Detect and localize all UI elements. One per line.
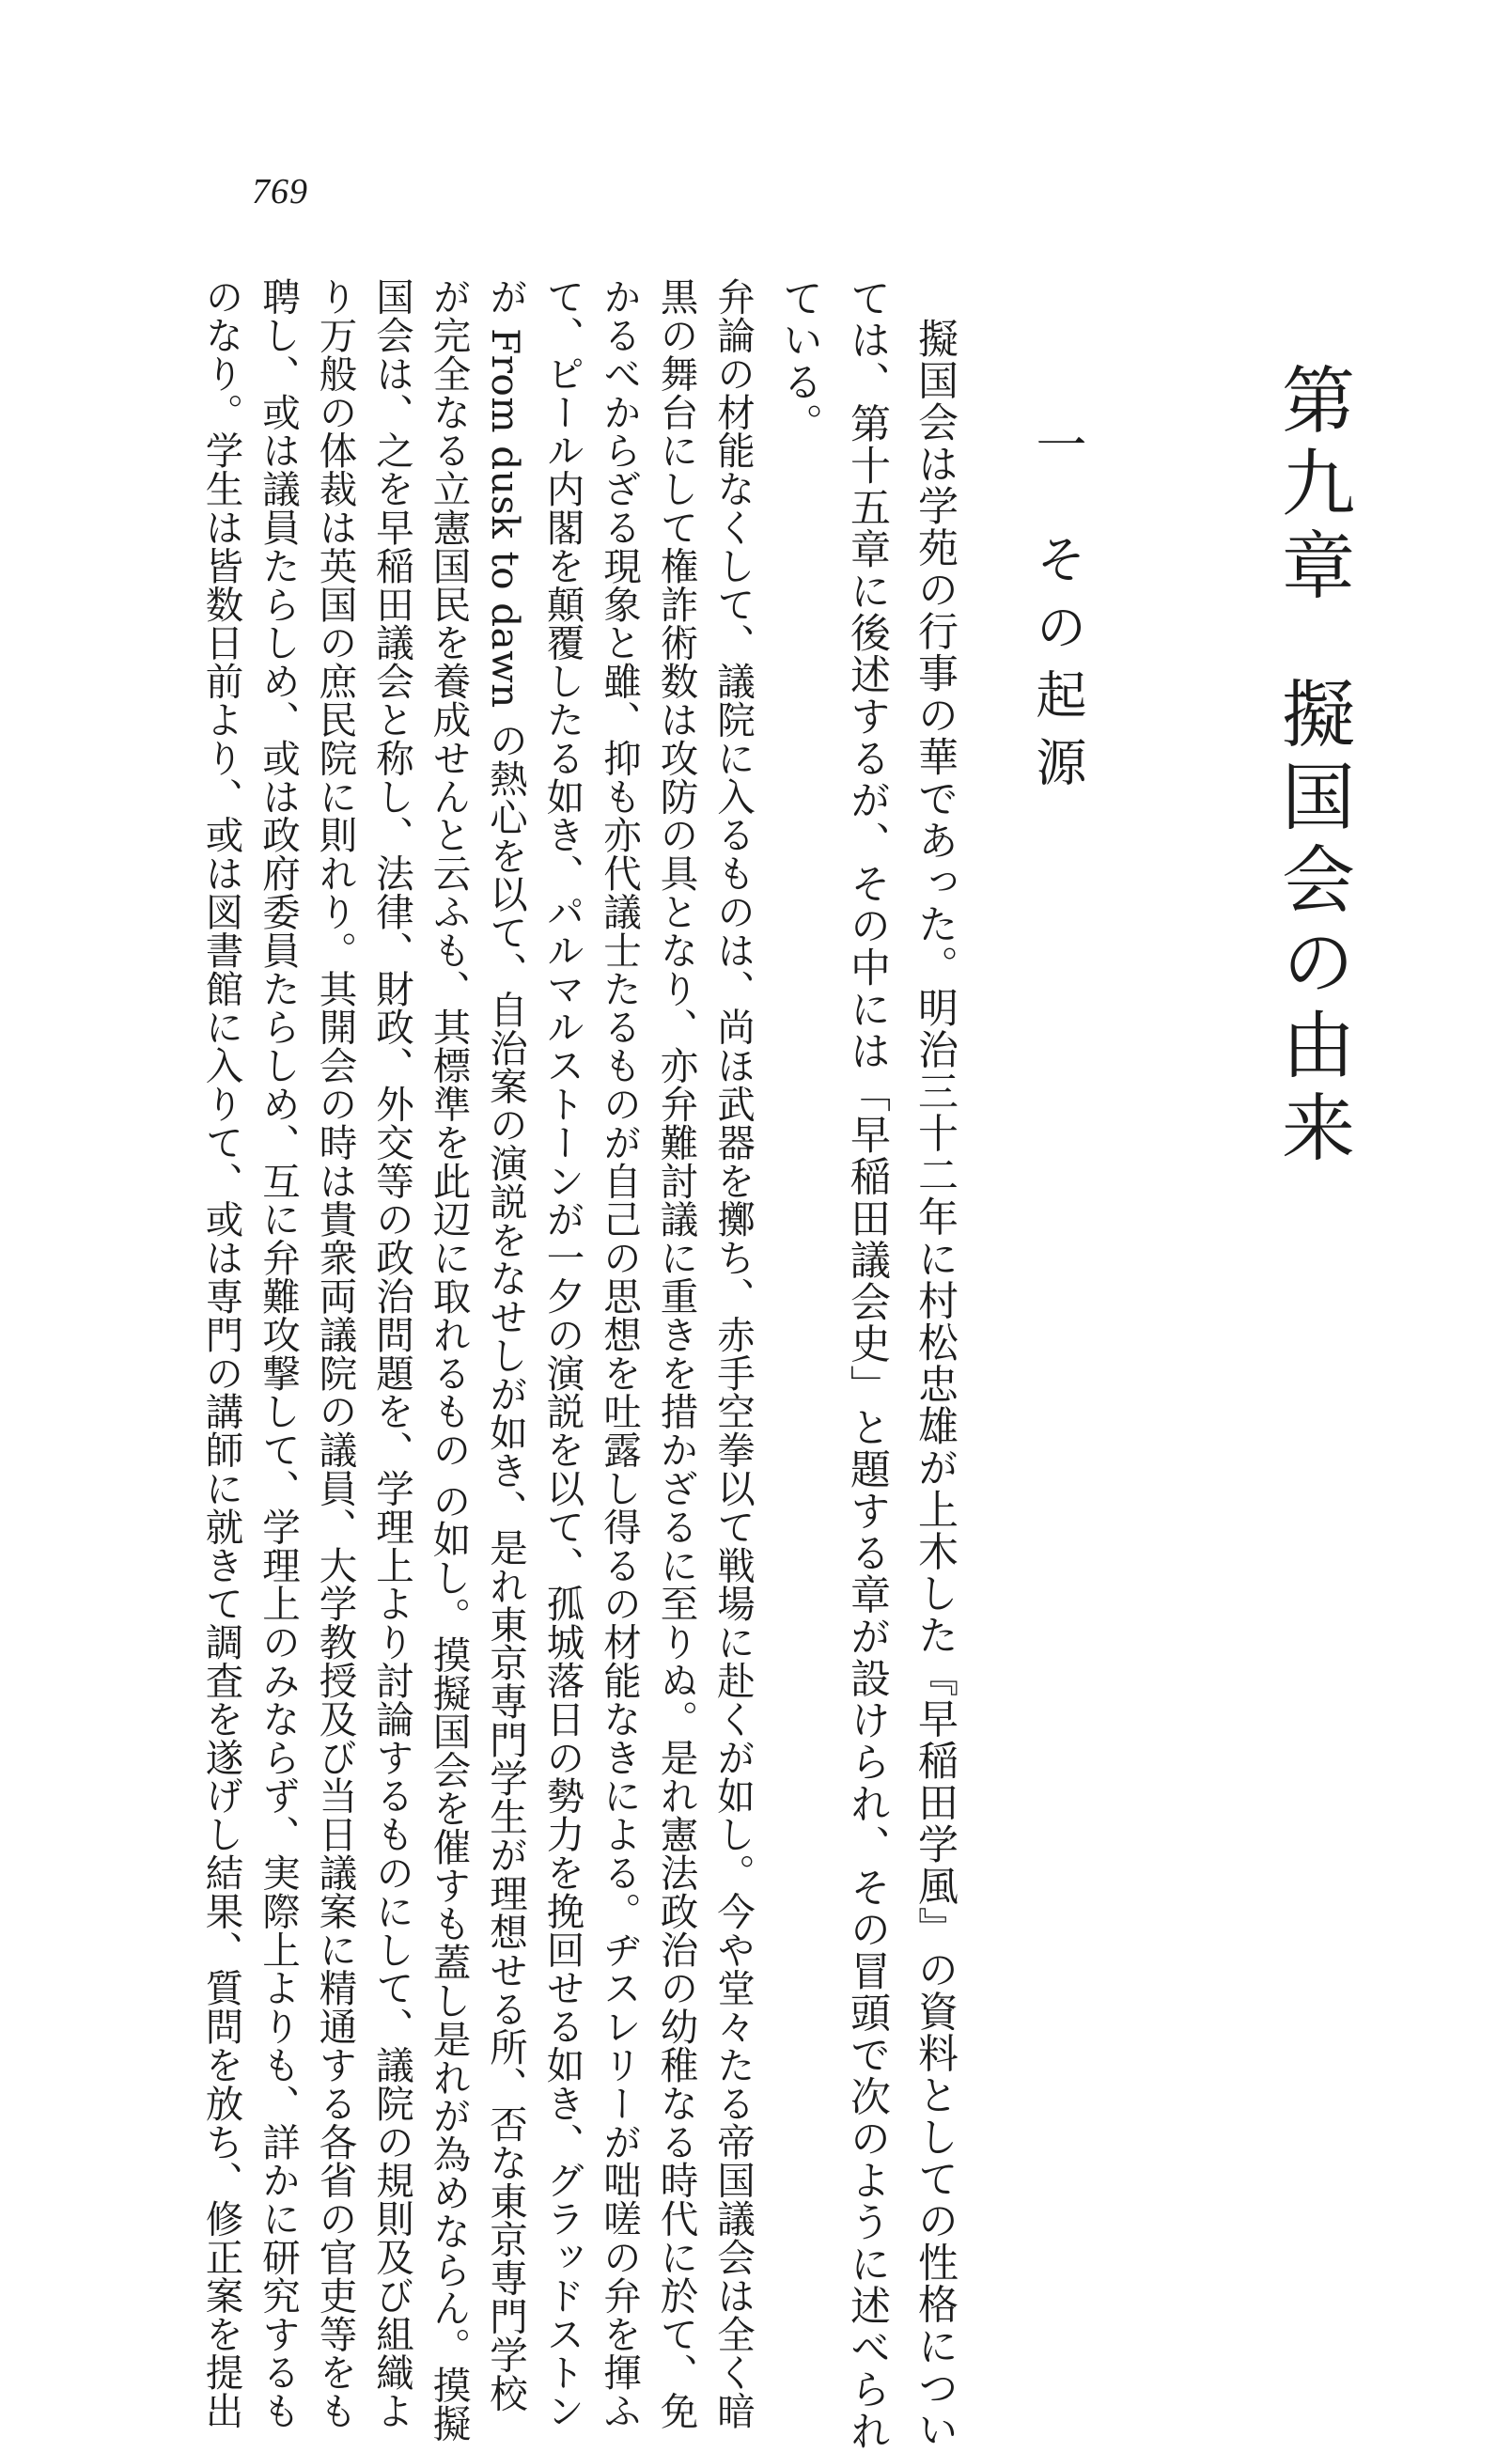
chapter-name: 擬国会の由来 [1270,676,1354,1172]
intro-line-3: ている。 [776,277,823,445]
quote-line-2: 黒の舞台にして権詐術数は攻防の具となり、亦弁難討議に重きを措かざるに至りぬ。是れ憲法政治の幼稚なる時代に於て、免 [653,277,699,2430]
section-number: 一 [1028,418,1087,486]
quote-line-8: り万般の体裁は英国の庶民院に則れり。其開会の時は貴衆両議院の議員、大学教授及び当日議案に精通する各省の官吏等をも [312,277,358,2430]
quoted-passage [193,277,761,2443]
quote-line-9: 聘し、或は議員たらしめ、或は政府委員たらしめ、互に弁難攻撃して、学理上のみならず、実際上よりも、詳かに研究するも [256,277,301,2430]
quote-line-1: 弁論の材能なくして、議院に入るものは、尚ほ武器を擲ち、赤手空拳以て戦場に赴くが如し。今や堂々たる帝国議会は全く暗 [710,277,756,2430]
intro-line-2: ては、第十五章に後述するが、その中には「早稲田議会史」と題する章が設けられ、その冒頭で次のように述べられ [844,277,891,2452]
section-name: その起源 [1028,533,1087,804]
section-title [1029,418,1085,804]
intro-line-1 [901,277,969,2451]
intro-line-1-text: 擬国会は学苑の行事の華であった。明治三十二年に村松忠雄が上木した『早稲田学風』の資料としての性格につい [912,318,959,2451]
quote-line-6: が完全なる立憲国民を養成せんと云ふも、其標準を此辺に取れるもの の如し。摸擬国会を催すも蓋し是れが為めならん。摸擬 [426,277,472,2443]
quote-line-4: て、ピール内閣を顛覆したる如き、パルマルストーンが一夕の演説を以て、孤城落日の勢力を挽回せる如き、グラッドストン [539,277,585,2430]
page-number: 769 [252,172,308,211]
chapter-number: 第九章 [1270,362,1354,610]
quote-line-7: 国会は、之を早稲田議会と称し、法律、財政、外交等の政治問題を、学理上より討論するものにして、議院の規則及び組織よ [369,277,414,2430]
quote-line-5: が From dusk to dawn の熱心を以て、自治案の演説をなせしが如き、是れ東京専門学生が理想せる所、否な東京専門学校 [483,277,528,2413]
quote-line-3: かるべからざる現象と雖、抑も亦代議士たるものが自己の思想を吐露し得るの材能なきによる。ヂスレリーが咄嗟の弁を揮ふ [597,277,642,2430]
intro-paragraph [766,277,969,2452]
quote-line-10: のなり。学生は皆数日前より、或は図書館に入りて、或は専門の講師に就きて調査を遂げし結果、質問を放ち、修正案を提出 [198,277,244,2430]
chapter-title [1269,362,1355,1172]
